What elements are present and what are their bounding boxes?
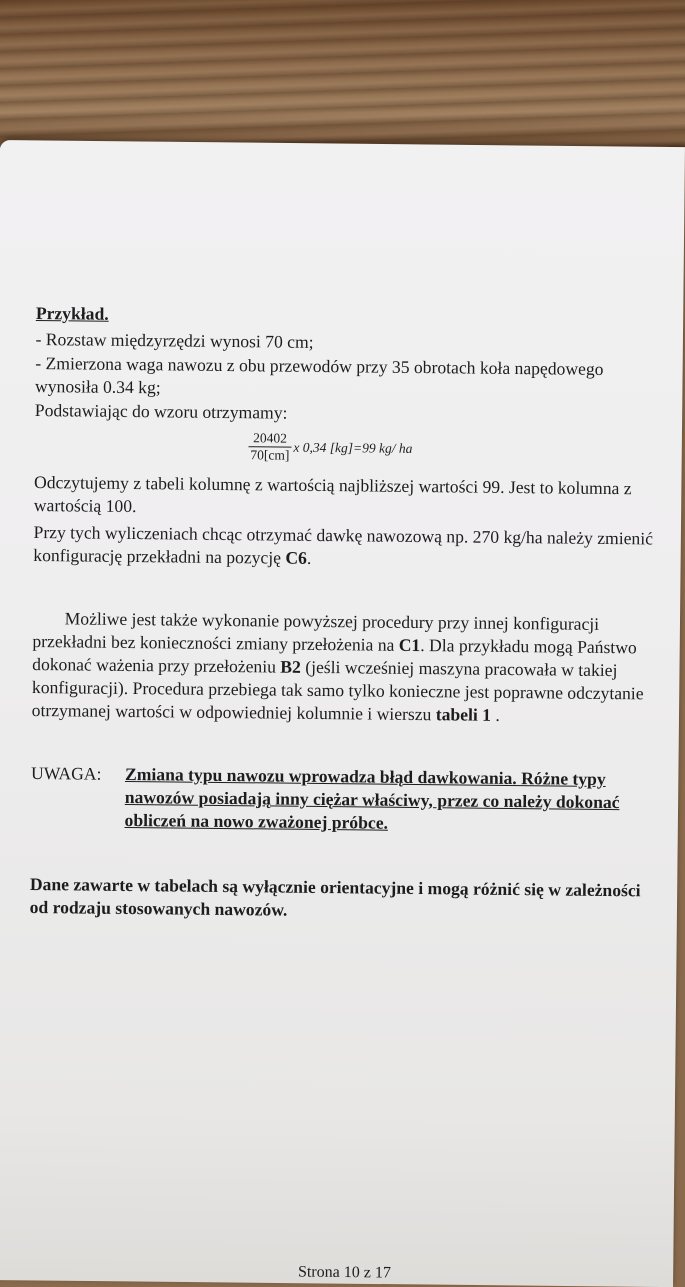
paragraph-table-reading: Odczytujemy z tabeli kolumnę z wartością najbliższej wartości 99. Jest to kolumna z wartością 100. bbox=[33, 471, 632, 517]
bullet-fertilizer-weight: - Zmierzona waga nawozu z obu przewodów przy 35 obrotach koła napędowego wynosiła 0.34 kg; bbox=[35, 352, 604, 398]
example-heading: Przykład. bbox=[35, 302, 109, 324]
text-span: Możliwe jest także wykonanie powyższej procedury przy innej konfiguracji przekładni bez konieczności zmiany przełożenia na bbox=[32, 608, 600, 655]
formula-numerator: 20402 bbox=[253, 430, 288, 446]
text-span: . Dla przykładu mogą Państwo dokonać ważenia przy przełożeniu bbox=[32, 635, 637, 677]
warning-text: Zmiana typu nawozu wprowadza błąd dawkowania. Różne typy nawozów posiadają inny ciężar właściwy, przez co należy dokonać obliczeń na nowo zważonej próbce. bbox=[124, 763, 620, 833]
page-number: Strona 10 z 17 bbox=[297, 1263, 391, 1282]
paragraph-alternative-procedure bbox=[32, 607, 663, 729]
table-1-ref: tabeli 1 bbox=[435, 704, 492, 725]
wood-table-background bbox=[0, 0, 685, 150]
text-span: Przy tych wyliczeniach chcąc otrzymać dawkę nawozową np. 270 kg/ha należy zmienić konfigurację przekładni na pozycję bbox=[33, 521, 654, 568]
gear-b2: B2 bbox=[280, 656, 302, 677]
formula-intro: Podstawiając do wzoru otrzymamy: bbox=[34, 399, 288, 423]
gear-c1: C1 bbox=[398, 634, 421, 656]
formula-rest: x 0,34 [kg]=99 kg/ ha bbox=[293, 439, 413, 456]
gear-position-c6: C6 bbox=[285, 547, 308, 568]
formula bbox=[248, 430, 664, 467]
warning-block bbox=[30, 762, 661, 838]
paragraph-gear-change bbox=[33, 521, 663, 574]
text-span: (jeśli wcześniej maszyna pracowała w takiej konfiguracji). Procedura przebiega tak samo tylko konieczne jest poprawne odczytanie otrzymanej wartości w odpowiedniej kolumnie i wierszu bbox=[31, 656, 644, 725]
text-span: . bbox=[306, 547, 312, 568]
bullet-row-spacing: - Rozstaw międzyrzędzi wynosi 70 cm; bbox=[35, 328, 314, 352]
disclaimer: Dane zawarte w tabelach są wyłącznie orientacyjne i mogą różnić się w zależności od rodzaju stosowanych nawozów. bbox=[29, 873, 641, 920]
formula-fraction bbox=[248, 430, 291, 463]
warning-label: UWAGA: bbox=[30, 762, 102, 784]
document-body bbox=[30, 302, 666, 926]
text-span: . bbox=[490, 704, 500, 725]
formula-denominator: 70[cm] bbox=[248, 446, 291, 463]
